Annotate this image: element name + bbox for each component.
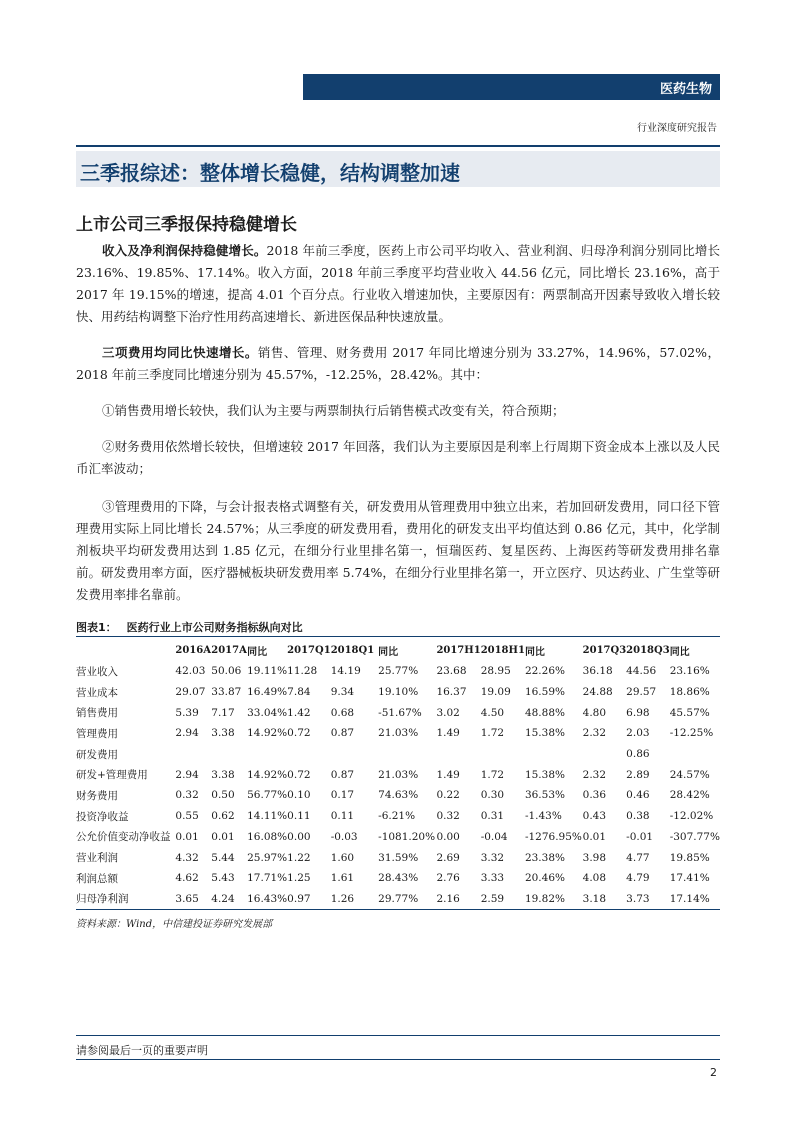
table-row [76,889,720,910]
table-cell: 4.79 [626,872,650,885]
table-cell: 2.94 [175,768,199,781]
table-row-label: 营业利润 [76,852,118,865]
table-row [76,682,720,703]
table-cell [331,744,378,765]
table-cell: 28.95 [480,665,511,678]
table-cell: 16.43% [247,889,287,910]
table-cell: 7.17 [211,706,235,719]
table-header-cell: 2017H1 [436,644,481,656]
table-cell: 0.46 [626,789,650,802]
table-row-label: 归母净利润 [76,889,175,910]
table-cell: 15.38% [524,768,565,781]
table-row-label: 营业成本 [76,686,118,699]
paragraph-expenses-lead: 三项费用均同比快速增长。 [102,345,258,360]
table-cell: 33.87 [211,686,242,699]
table-cell [378,744,436,765]
table-cell: 2.59 [481,889,525,910]
table-header-cell: 同比 [669,646,690,658]
table-cell: 0.97 [287,889,331,910]
paragraph-admin-expense: ③管理费用的下降，与会计报表格式调整有关，研发费用从管理费用中独立出来，若加回研发费用，同口径下管理费用实际上同比增长 24.57%；从三季度的研发费用看，费用化的研发支出平均值达到 0.86 亿元，其中，化学制剂板块平均研发费用达到 1.85 亿元，在细分行业里排名第一，恒瑞医药、复星医药、上海医药等研发费用排名靠前。研发费用率方面，医疗器械板块研发费用率 5.74%，在细分行业里排名第一，开立医疗、贝达药业、广生堂等研发费用率排名靠前。 [76,499,720,602]
figure-source: 资料来源：Wind，中信建投证券研究发展部 [76,919,273,930]
table-cell: 0.86 [626,748,650,761]
table-header-cell: 同比 [378,646,399,658]
table-cell [525,744,583,765]
table-row-label: 利润总额 [76,872,118,885]
table-cell: 1.72 [480,768,505,781]
table-cell: 0.38 [626,810,650,823]
table-row-label: 研发+管理费用 [76,769,148,782]
table-cell: 19.11% [247,665,288,678]
table-cell: 4.24 [211,889,247,910]
table-cell: 17.14% [670,889,720,910]
table-cell: -12.25% [669,727,714,740]
table-cell: -0.04 [480,830,508,843]
table-cell: 33.04% [247,706,288,719]
table-cell: 36.18 [582,665,613,678]
footer-divider-top [76,1035,720,1036]
table-cell: 28.42% [669,789,710,802]
table-row-label: 研发费用 [76,748,118,761]
paragraph-revenue [76,240,720,328]
table-cell: 14.92% [247,768,288,781]
footer-divider-bottom [76,1059,720,1060]
table-cell: 0.17 [330,789,355,802]
table-cell: -1276.95% [524,830,582,843]
table-cell: 1.60 [330,851,355,864]
table-row [76,868,720,889]
table-cell: 0.72 [287,727,311,740]
header-sector-bar [303,74,720,100]
table-cell: 0.11 [287,810,311,823]
table-cell: 5.39 [175,706,199,719]
table-cell: 5.44 [211,851,235,864]
table-row [76,806,720,827]
table-cell: -1081.20% [378,830,436,843]
table-header-cell: 2018H1 [480,644,525,656]
table-cell: 22.26% [524,665,565,678]
table-header-cell: 2017Q1 [287,644,331,656]
table-header-cell: 2018Q1 [330,644,375,656]
table-cell: 3.73 [626,889,670,910]
table-cell: 0.31 [480,810,505,823]
table-cell: 4.08 [582,872,607,885]
table-cell [436,744,480,765]
page-number: 2 [710,1066,717,1079]
header-sector: 医药生物 [659,82,712,97]
table-cell: 4.50 [480,706,505,719]
table-cell: 45.57% [669,706,710,719]
table-cell: 2.32 [582,768,607,781]
table-row [76,744,720,765]
page-title: 三季报综述：整体增长稳健，结构调整加速 [80,161,460,185]
table-cell: 0.32 [436,810,460,823]
table-cell: 19.09 [480,686,511,699]
table-cell: 21.03% [378,768,419,781]
figure-caption: 医药行业上市公司财务指标纵向对比 [126,621,303,634]
table-cell: 16.08% [247,830,288,843]
financial-comparison-table [76,639,720,910]
table-cell: 17.41% [669,872,710,885]
table-cell: 3.02 [436,706,460,719]
table-row [76,764,720,785]
table-cell: 1.49 [436,727,460,740]
table-cell: 1.61 [330,872,355,885]
table-cell: 21.03% [378,727,419,740]
table-cell: 14.11% [247,810,288,823]
table-cell: 1.26 [331,889,378,910]
table-cell: 3.32 [480,851,505,864]
table-cell: 0.32 [175,789,199,802]
figure-title [76,619,303,635]
table-cell: 5.43 [211,872,235,885]
table-cell: 3.65 [175,889,211,910]
table-cell: 0.55 [175,810,199,823]
table-header-cell: 2016A [175,644,211,656]
table-cell: 1.22 [287,851,311,864]
table-cell: 24.88 [582,686,613,699]
table-cell: 3.18 [583,889,627,910]
footer-disclaimer: 请参阅最后一页的重要声明 [76,1044,208,1057]
table-cell: 2.69 [436,851,460,864]
table-cell: 48.88% [524,706,565,719]
table-cell: 17.71% [247,872,288,885]
table-cell: 9.34 [330,686,355,699]
paragraph-sales-expense: ①销售费用增长较快，我们认为主要与两票制执行后销售模式改变有关，符合预期； [102,403,565,418]
table-cell: 0.68 [330,706,355,719]
table-row [76,847,720,868]
table-cell: 20.46% [524,872,565,885]
table-cell: 28.43% [378,872,419,885]
table-cell: 2.76 [436,872,460,885]
table-row [76,785,720,806]
table-cell: -0.03 [330,830,358,843]
table-header-cell: 同比 [247,646,268,658]
table-cell: 0.22 [436,789,460,802]
table-cell: 0.50 [211,789,235,802]
header-report-type: 行业深度研究报告 [637,123,717,134]
table-header-cell: 2017A [211,644,247,656]
table-cell: 44.56 [626,665,657,678]
table-cell: 4.62 [175,872,199,885]
table-cell [670,744,720,765]
table-cell: 3.33 [480,872,505,885]
table-cell: 0.87 [330,768,355,781]
table-cell: 56.77% [247,789,288,802]
table-cell: 14.92% [247,727,288,740]
table-cell: 1.42 [287,706,311,719]
table-cell: 19.85% [669,851,710,864]
table-cell: 3.38 [211,768,235,781]
table-cell: 0.30 [480,789,505,802]
table-cell: 4.80 [582,706,607,719]
table-cell: 23.68 [436,665,467,678]
table-cell: -12.02% [669,810,714,823]
table-cell [583,744,627,765]
table-header-cell: 2017Q3 [582,644,627,656]
table-cell: 25.97% [247,851,288,864]
table-cell: 1.72 [480,727,505,740]
table-cell: 29.77% [378,889,436,910]
table-row-label: 财务费用 [76,789,118,802]
table-cell: 2.89 [626,768,650,781]
table-cell: 0.01 [582,830,607,843]
table-header-cell [76,639,175,661]
table-cell: 4.32 [175,851,199,864]
table-cell: -51.67% [378,706,422,719]
table-row [76,702,720,723]
table-cell: 16.37 [436,686,467,699]
table-cell: 0.43 [582,810,607,823]
table-cell: 0.10 [287,789,311,802]
table-cell: 7.84 [287,686,311,699]
table-cell [481,744,525,765]
table-cell [247,744,287,765]
table-cell: 29.07 [175,686,206,699]
table-cell: 4.77 [626,851,650,864]
table-row-label: 管理费用 [76,727,118,740]
table-cell: 24.57% [669,768,710,781]
table-cell: -0.01 [626,830,654,843]
table-cell [287,744,331,765]
table-cell [211,744,247,765]
table-cell: 36.53% [524,789,565,802]
table-cell: 74.63% [378,789,419,802]
table-cell: 31.59% [378,851,419,864]
table-cell: 14.19 [330,665,361,678]
paragraph-revenue-lead: 收入及净利润保持稳健增长。 [102,243,267,258]
table-header-row [76,639,720,661]
table-cell: 0.62 [211,810,235,823]
table-row-label: 公允价值变动净收益 [76,831,171,844]
table-cell: 2.94 [175,727,199,740]
table-header-cell: 同比 [524,646,545,658]
table-cell: 6.98 [626,706,650,719]
table-cell: 1.25 [287,872,311,885]
table-cell [175,744,211,765]
table-cell: 2.32 [582,727,607,740]
paragraph-expenses [76,342,720,386]
table-row-label: 销售费用 [76,707,118,720]
table-header-cell: 2018Q3 [626,644,670,656]
table-cell: 50.06 [211,665,242,678]
table-cell: 0.87 [330,727,355,740]
table-cell: 19.82% [525,889,583,910]
table-cell: 16.49% [247,686,288,699]
table-cell: 16.59% [524,686,565,699]
header-divider [76,145,720,147]
figure-label: 图表1： [76,621,117,634]
table-cell: 0.01 [211,830,235,843]
table-cell: 0.01 [175,830,199,843]
table-row [76,661,720,682]
table-cell: -1.43% [524,810,562,823]
table-cell: 2.16 [436,889,480,910]
table-cell: 2.03 [626,727,650,740]
table-cell: 19.10% [378,686,419,699]
table-cell: 3.38 [211,727,235,740]
table-cell: 0.00 [436,830,460,843]
table-cell: 25.77% [378,665,419,678]
paragraph-revenue-body: 2018 年前三季度，医药上市公司平均收入、营业利润、归母净利润分别同比增长 23.16%、19.85%、17.14%。收入方面，2018 年前三季度平均营业收入 44.56 亿元，同比增长 23.16%，高于 2017 年 19.15%的增速，提高 4.01 个百分点。行业收入增速加快，主要原因有：两票制高开因素导致收入增长较快、用药结构调整下治疗性用药高速增长、新进医保品种快速放量。 [76,243,720,324]
section-title: 上市公司三季报保持稳健增长 [76,215,297,235]
table-cell: -6.21% [378,810,416,823]
figure-top-rule [76,636,720,637]
table-cell: 18.86% [669,686,710,699]
table-cell: -307.77% [669,830,720,843]
paragraph-expenses-body: 销售、管理、财务费用 2017 年同比增速分别为 33.27%，14.96%，57.02%，2018 年前三季度同比增速分别为 45.57%，-12.25%，28.42%。其中： [76,345,720,382]
table-cell: 0.11 [330,810,355,823]
table-cell: 11.28 [287,665,318,678]
paragraph-financial-expense: ②财务费用依然增长较快，但增速较 2017 年回落，我们认为主要原因是利率上行周期下资金成本上涨以及人民币汇率波动； [76,439,720,476]
table-cell: 1.49 [436,768,460,781]
table-cell: 3.98 [582,851,607,864]
table-body [76,661,720,910]
table-row [76,723,720,744]
table-cell: 0.00 [287,830,311,843]
table-cell: 23.38% [524,851,565,864]
table-row-label: 投资净收益 [76,810,129,823]
table-cell: 0.72 [287,768,311,781]
table-cell: 0.36 [582,789,607,802]
table-cell: 23.16% [669,665,710,678]
table-cell: 15.38% [524,727,565,740]
table-cell: 29.57 [626,686,657,699]
table-row [76,827,720,848]
table-row-label: 营业收入 [76,665,118,678]
table-cell: 42.03 [175,665,206,678]
